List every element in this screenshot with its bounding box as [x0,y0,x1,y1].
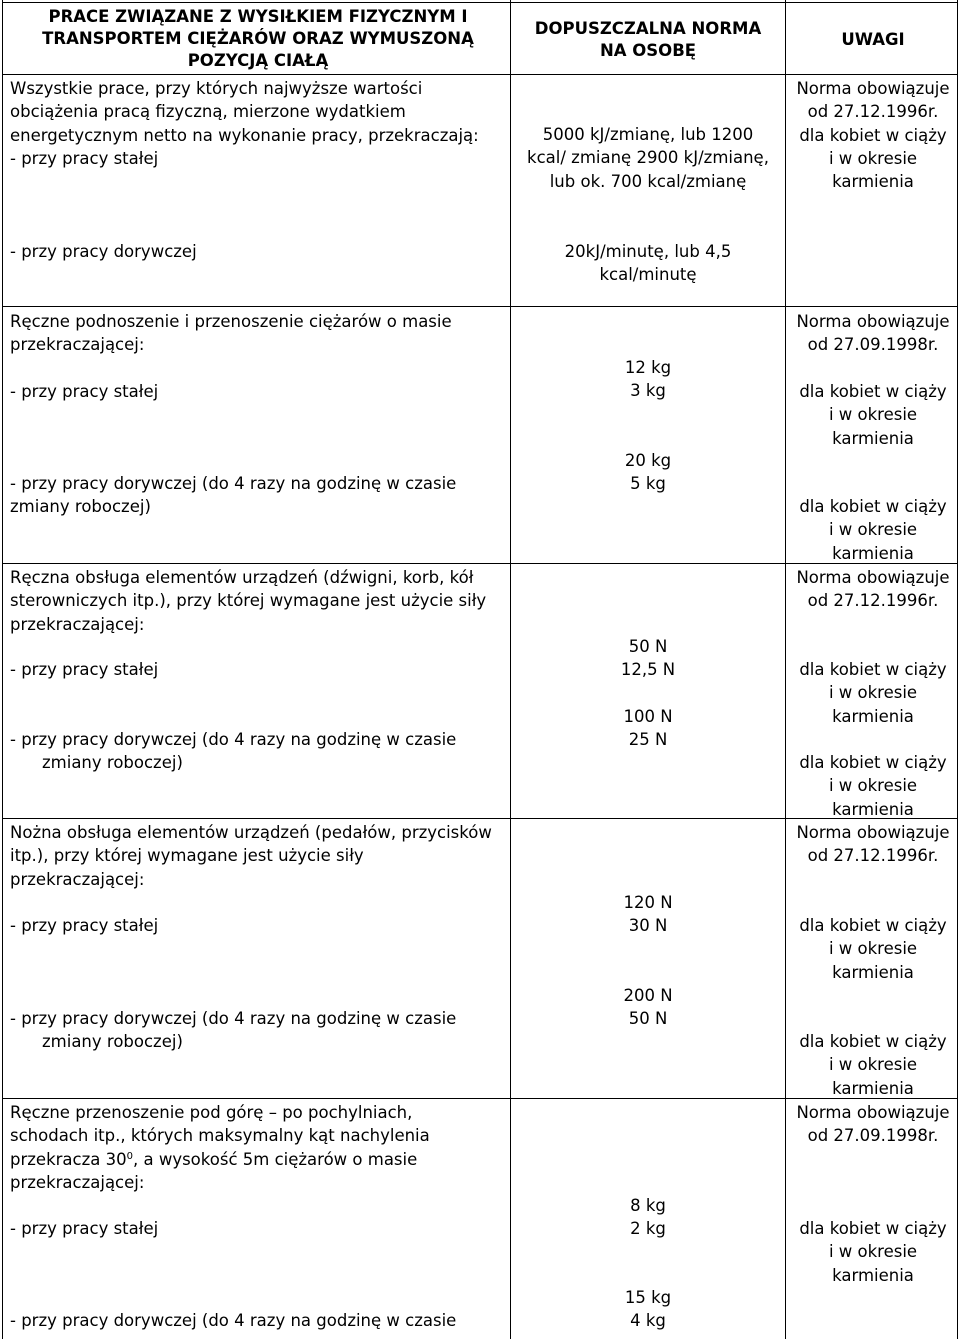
norm-value: 5 kg [630,474,666,494]
norm-line: kcal/minutę [599,265,697,285]
note-line: dla kobiet w ciąży [799,382,947,401]
section-3-notes-permanent [790,658,956,728]
section-3-work-type-permanent: - przy pracy stałej [10,660,159,679]
text-line: przekraczającej: [10,869,145,889]
section-5-description [10,1101,506,1194]
header-divider [2,74,958,75]
section-5-notes-validity [790,1101,956,1148]
table-border-top [2,2,958,3]
norm-value: 12,5 N [620,660,676,680]
section-4-notes-validity [790,821,956,868]
note-line: karmienia [832,1265,914,1285]
section-4-norm-permanent [514,891,782,938]
note-line: od 27.12.1996r. [807,846,939,866]
section-2-work-type-occasional [10,472,506,519]
note-line: Norma obowiązuje [796,312,950,331]
norm-value: 15 kg [624,1288,672,1307]
section-5-work-type-occasional: - przy pracy dorywczej (do 4 razy na godzinę w czasie [10,1311,457,1330]
section-2-notes-validity [790,310,956,357]
section-4-norm-occasional [514,984,782,1031]
section-4-description [10,821,506,891]
text-line: - przy pracy dorywczej (do 4 razy na godzinę w czasie [10,1009,457,1028]
text-line: przekraczającej: [10,335,145,355]
norm-line: 5000 kJ/zmianę, lub 1200 [542,125,754,144]
section-3-norm-permanent [514,635,782,682]
text-line: Ręczne podnoszenie i przenoszenie ciężarów o masie [10,312,452,331]
note-line: od 27.09.1998r. [807,1126,939,1146]
norm-value: 2 kg [630,1219,666,1239]
text-line: przekraczającej: [10,614,145,634]
section-5-work-type-permanent: - przy pracy stałej [10,1219,159,1238]
text-part: przekracza 30 [10,1149,127,1169]
section-3-description [10,566,506,636]
norm-value: 12 kg [624,358,672,377]
row-divider-1 [2,306,958,307]
note-line: i w okresie [828,776,918,796]
note-line: dla kobiet w ciąży [799,497,947,516]
section-2-description [10,310,506,357]
section-2-norm-permanent [514,356,782,403]
norm-line: 20kJ/minutę, lub 4,5 [564,242,732,261]
norm-value: 20 kg [624,451,672,470]
header-col-work-line: POZYCJĄ CIAŁĄ [187,51,329,70]
section-2-notes-occasional [790,495,956,565]
section-2-notes-permanent [790,380,956,450]
note-line: karmienia [832,428,914,448]
section-2-norm-occasional [514,449,782,496]
section-1-description [10,77,506,170]
section-1-notes [790,77,956,193]
text-line: Wszystkie prace, przy których najwyższe wartości [10,79,423,98]
note-line: i w okresie [828,148,918,168]
note-line: i w okresie [828,683,918,703]
section-5-norm-occasional [514,1286,782,1333]
note-line: karmienia [832,799,914,819]
text-line: Ręczne przenoszenie pod górę – po pochylniach, [10,1103,413,1122]
note-line: karmienia [832,1078,914,1098]
section-3-norm-occasional [514,705,782,752]
note-line: od 27.09.1998r. [807,335,939,355]
norm-line: kcal/ zmianę 2900 kJ/zmianę, [527,148,769,168]
note-line: dla kobiet w ciąży [799,916,947,935]
section-5-norm-permanent [514,1194,782,1241]
header-col-work [10,6,506,72]
header-col-norm-line: DOPUSZCZALNA NORMA [534,19,762,38]
norm-line: lub ok. 700 kcal/zmianę [549,171,747,191]
section-4-work-type-occasional [10,1007,506,1054]
text-line: - przy pracy dorywczej (do 4 razy na godzinę w czasie [10,730,457,749]
note-line: i w okresie [828,1242,918,1262]
note-line: Norma obowiązuje [796,568,950,587]
norm-value: 3 kg [630,381,666,401]
header-col-norm-line: NA OSOBĘ [599,41,697,60]
header-col-norm [514,18,782,62]
note-line: Norma obowiązuje [796,823,950,842]
norm-value: 120 N [623,893,673,912]
norm-value: 30 N [628,916,668,936]
norm-value: 50 N [628,1009,668,1029]
text-line: itp.), przy której wymagane jest użycie siły [10,846,364,866]
text-line: Nożna obsługa elementów urządzeń (pedałów, przycisków [10,823,492,842]
note-line: karmienia [832,543,914,563]
section-1-work-type-occasional: - przy pracy dorywczej [10,242,197,261]
header-col-work-line: PRACE ZWIĄZANE Z WYSIŁKIEM FIZYCZNYM I [48,7,468,26]
section-4-notes-permanent [790,914,956,984]
section-5-notes-permanent [790,1217,956,1287]
text-line: schodach itp., których maksymalny kąt nachylenia [10,1126,430,1146]
section-2-work-type-permanent: - przy pracy stałej [10,382,159,401]
text-line: przekraczającej: [10,1172,145,1192]
section-4-work-type-permanent: - przy pracy stałej [10,916,159,935]
note-line: i w okresie [828,939,918,959]
text-line: obciążenia pracą fizyczną, mierzone wydatkiem [10,102,406,122]
norm-value: 25 N [628,730,668,750]
text-line: zmiany roboczej) [42,1032,183,1052]
text-line: zmiany roboczej) [42,753,183,773]
text-line: sterowniczych itp.), przy której wymagane jest użycie siły [10,591,487,611]
note-line: dla kobiet w ciąży [799,660,947,679]
superscript-degree: 0 [126,1150,133,1162]
note-line: dla kobiet w ciąży [799,753,947,772]
note-line: i w okresie [828,520,918,540]
note-line: Norma obowiązuje [796,79,950,98]
norm-value: 4 kg [630,1311,666,1331]
text-line: Ręczna obsługa elementów urządzeń (dźwigni, korb, kół [10,568,474,587]
norm-value: 8 kg [630,1196,666,1215]
note-line: od 27.12.1996r. [807,591,939,611]
section-3-notes-occasional [790,751,956,821]
note-line: karmienia [832,962,914,982]
text-line: energetycznym netto na wykonanie pracy, przekraczają: [10,125,479,145]
note-line: dla kobiet w ciąży [799,1032,947,1051]
section-1-norm-occasional [514,240,782,287]
text-part: , a wysokość 5m ciężarów o masie [132,1149,418,1169]
work-type-permanent: - przy pracy stałej [10,148,159,168]
text-line-with-superscript [10,1148,506,1171]
note-line: Norma obowiązuje [796,1103,950,1122]
header-col-work-line: TRANSPORTEM CIĘŻARÓW ORAZ WYMUSZONĄ [42,29,474,48]
note-line: dla kobiet w ciąży [799,125,947,145]
note-line: od 27.12.1996r. [807,102,939,122]
norm-value: 200 N [623,986,673,1005]
note-line: i w okresie [828,405,918,425]
text-line: - przy pracy dorywczej (do 4 razy na godzinę w czasie [10,474,457,493]
table-border-left [2,0,3,1339]
text-line: zmiany roboczej) [10,497,151,517]
norm-value: 50 N [628,637,668,656]
section-3-work-type-occasional [10,728,506,775]
note-line: karmienia [832,706,914,726]
norm-value: 100 N [623,707,673,726]
section-4-notes-occasional [790,1030,956,1100]
table-border-right [957,0,958,1339]
section-1-norm-permanent [514,123,782,193]
note-line: i w okresie [828,1055,918,1075]
section-3-notes-validity [790,566,956,613]
column-divider-2 [785,0,786,1339]
note-line: dla kobiet w ciąży [799,1219,947,1238]
note-line: karmienia [832,172,914,192]
column-divider-1 [510,0,511,1339]
header-col-notes: UWAGI [841,30,905,49]
